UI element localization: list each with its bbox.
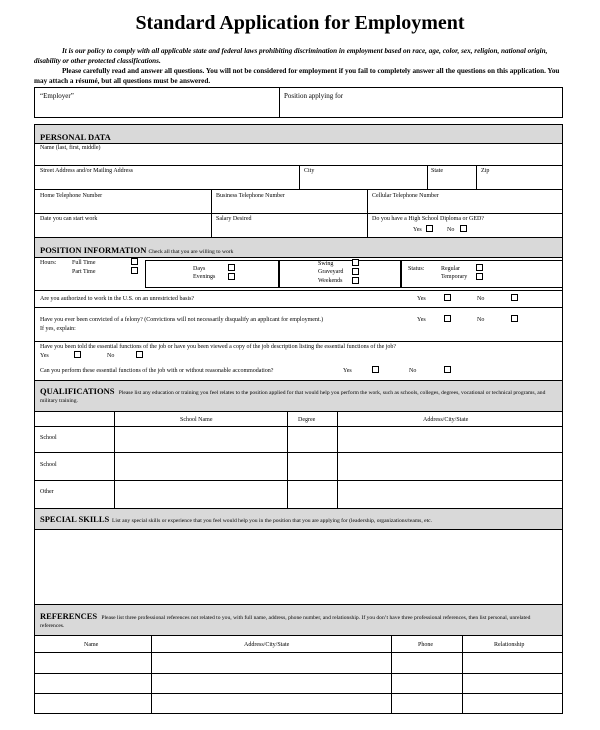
hours-label: Hours: bbox=[40, 260, 57, 266]
told-yes-checkbox[interactable] bbox=[74, 351, 81, 358]
special-skills-field[interactable] bbox=[35, 530, 562, 604]
status-label: Status: bbox=[408, 266, 425, 272]
references-heading: REFERENCES Please list three professional references not related to you, with full name, address, phone number, and relationship. If you don’t have three professional references, then list personal, unrelated references. bbox=[40, 611, 531, 629]
policy-statement: It is our policy to comply with all applicable state and federal laws prohibiting discrimination in employment based on race, age, color, sex, religion, national origin, disability or other protected classifications. bbox=[34, 47, 548, 65]
ref-col-relationship: Relationship bbox=[494, 642, 525, 648]
personal-data-header-bar bbox=[35, 125, 562, 143]
part-time-label: Part Time bbox=[72, 269, 96, 275]
felony-question: Have you ever been convicted of a felony? (Convictions will not necessarily disqualify an applicant for employment.) bbox=[40, 317, 324, 323]
days-checkbox[interactable] bbox=[228, 264, 235, 271]
regular-checkbox[interactable] bbox=[476, 264, 483, 271]
diploma-yes-checkbox[interactable] bbox=[426, 225, 433, 232]
weekends-label: Weekends bbox=[318, 278, 343, 284]
ref-col-phone: Phone bbox=[418, 642, 433, 648]
perform-yes-checkbox[interactable] bbox=[372, 366, 379, 373]
qual-col-school-name: School Name bbox=[180, 417, 213, 423]
authorized-yes-label: Yes bbox=[417, 296, 426, 302]
told-no-label: No bbox=[107, 353, 115, 359]
personal-data-heading: PERSONAL DATA bbox=[40, 132, 111, 142]
graveyard-checkbox[interactable] bbox=[352, 268, 359, 275]
felony-yes-label: Yes bbox=[417, 317, 426, 323]
zip-field[interactable]: Zip bbox=[481, 168, 490, 174]
authorized-no-checkbox[interactable] bbox=[511, 294, 518, 301]
perform-no-checkbox[interactable] bbox=[444, 366, 451, 373]
perform-yes-label: Yes bbox=[343, 368, 352, 374]
position-info-heading: POSITION INFORMATION Check all that you are willing to work bbox=[40, 245, 234, 255]
employer-label: “Employer” bbox=[40, 92, 74, 100]
special-skills-heading: SPECIAL SKILLS List any special skills or experience that you feel would help you in the position that you are applying for (leadership, organizations/teams, etc. bbox=[40, 514, 433, 524]
qual-row-school-1: School bbox=[40, 435, 57, 441]
qualifications-heading: QUALIFICATIONS Please list any education or training you feel relates to the position applied for that would help you perform the work, such as schools, colleges, degrees, vocational or technical programs, and military training. bbox=[40, 386, 546, 404]
start-date-field[interactable]: Date you can start work bbox=[40, 216, 98, 222]
name-field[interactable]: Name (last, first, middle) bbox=[40, 145, 101, 151]
graveyard-label: Graveyard bbox=[318, 269, 344, 275]
cell-phone-field[interactable]: Cellular Telephone Number bbox=[372, 193, 439, 199]
instructions: Please carefully read and answer all questions. You will not be considered for employment if you fail to completely answer all the questions on this application. You may attach a résumé, but all questions must be answered. bbox=[34, 67, 560, 85]
qual-row-other: Other bbox=[40, 489, 54, 495]
temporary-label: Temporary bbox=[441, 274, 468, 280]
city-field[interactable]: City bbox=[304, 168, 315, 174]
full-time-label: Full Time bbox=[72, 260, 96, 266]
evenings-checkbox[interactable] bbox=[228, 273, 235, 280]
business-phone-field[interactable]: Business Telephone Number bbox=[216, 193, 285, 199]
authorized-question: Are you authorized to work in the U.S. on an unrestricted basis? bbox=[40, 296, 195, 302]
perform-functions-question: Can you perform these essential functions of the job with or without reasonable accommodation? bbox=[40, 368, 274, 374]
form-title: Standard Application for Employment bbox=[135, 12, 465, 34]
ref-col-name: Name bbox=[84, 642, 99, 648]
ref-col-address: Address/City/State bbox=[244, 642, 290, 648]
temporary-checkbox[interactable] bbox=[476, 273, 483, 280]
diploma-no-checkbox[interactable] bbox=[460, 225, 467, 232]
street-address-field[interactable]: Street Address and/or Mailing Address bbox=[40, 168, 133, 174]
authorized-yes-checkbox[interactable] bbox=[444, 294, 451, 301]
evenings-label: Evenings bbox=[193, 274, 216, 280]
part-time-checkbox[interactable] bbox=[131, 267, 138, 274]
felony-no-label: No bbox=[477, 317, 485, 323]
diploma-question: Do you have a High School Diploma or GED? bbox=[372, 216, 484, 222]
home-phone-field[interactable]: Home Telephone Number bbox=[40, 193, 103, 199]
weekends-checkbox[interactable] bbox=[352, 277, 359, 284]
qual-col-address: Address/City/State bbox=[423, 417, 469, 423]
felony-no-checkbox[interactable] bbox=[511, 315, 518, 322]
regular-label: Regular bbox=[441, 266, 460, 272]
state-field[interactable]: State bbox=[431, 168, 443, 174]
felony-yes-checkbox[interactable] bbox=[444, 315, 451, 322]
authorized-no-label: No bbox=[477, 296, 485, 302]
told-functions-question: Have you been told the essential functions of the job or have you been viewed a copy of the job description listing the essential functions of the job? bbox=[40, 344, 397, 350]
position-applying-field[interactable]: Position applying for bbox=[284, 92, 344, 100]
perform-no-label: No bbox=[409, 368, 417, 374]
qual-col-degree: Degree bbox=[298, 417, 316, 423]
told-yes-label: Yes bbox=[40, 353, 49, 359]
diploma-no-label: No bbox=[447, 227, 455, 233]
diploma-yes-label: Yes bbox=[413, 227, 422, 233]
swing-checkbox[interactable] bbox=[352, 259, 359, 266]
qual-row-school-2: School bbox=[40, 462, 57, 468]
salary-field[interactable]: Salary Desired bbox=[216, 216, 252, 222]
explain-field[interactable]: If yes, explain: bbox=[40, 326, 76, 332]
intro-text bbox=[34, 46, 564, 86]
swing-label: Swing bbox=[318, 261, 334, 267]
told-no-checkbox[interactable] bbox=[136, 351, 143, 358]
full-time-checkbox[interactable] bbox=[131, 258, 138, 265]
days-label: Days bbox=[193, 266, 206, 272]
